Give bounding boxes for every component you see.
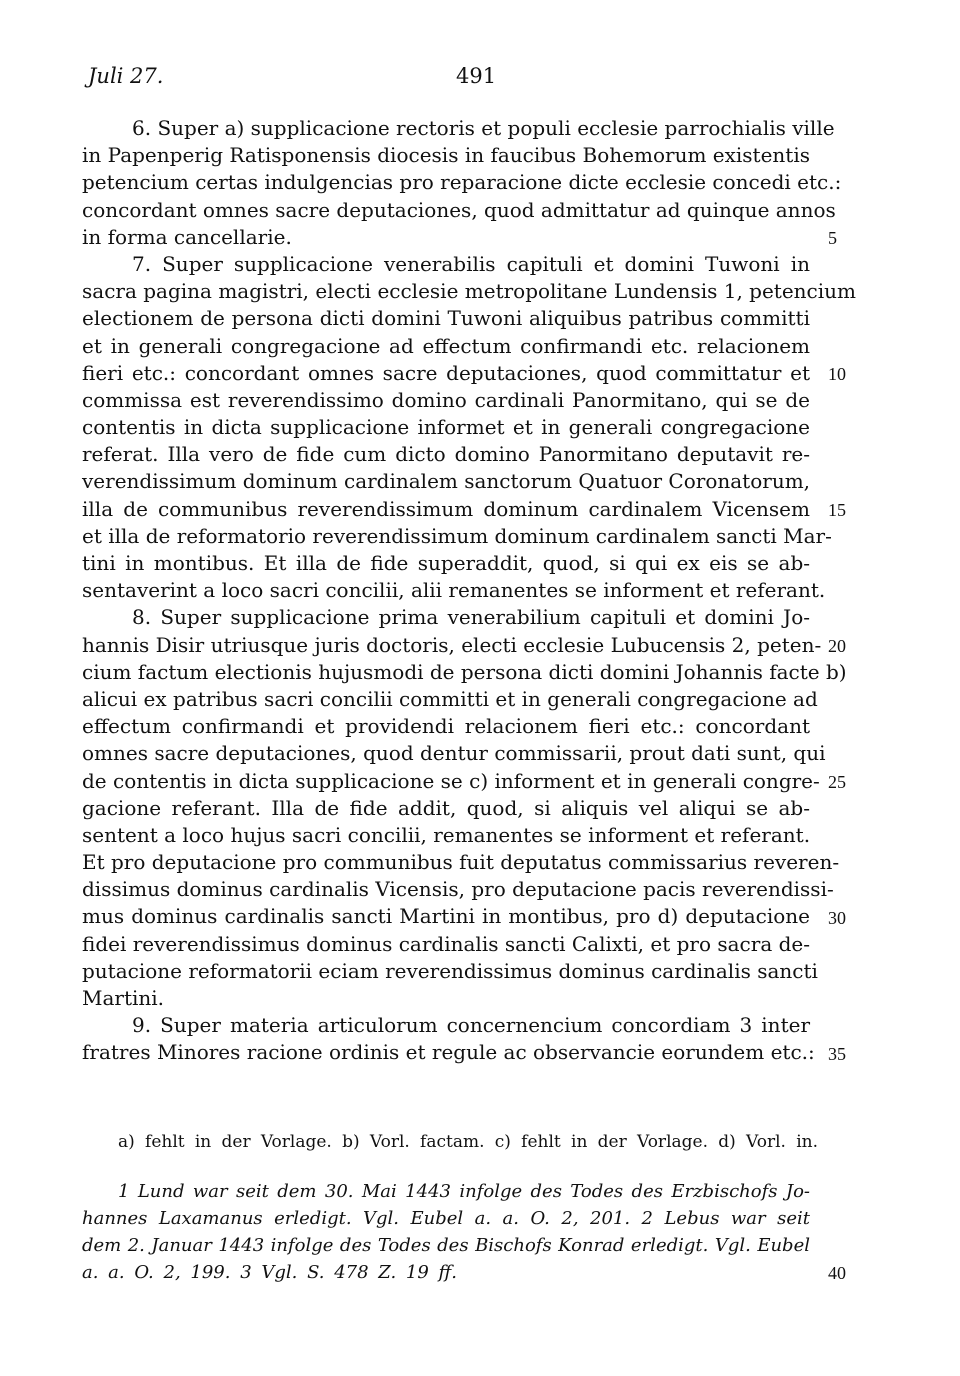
margin-line-number: 10 xyxy=(828,363,846,384)
text-line: effectum confirmandi et providendi relacionem fieri etc.: concordant xyxy=(82,714,810,739)
text-line: contentis in dicta supplicacione informet et in generali congregacione xyxy=(82,415,810,440)
text-line: fratres Minores racione ordinis et regule ac observancie eorundem etc.: xyxy=(82,1040,815,1065)
text-line: dissimus dominus cardinalis Vicensis, pro deputacione pacis reverendissi- xyxy=(82,877,834,902)
margin-line-number: 30 xyxy=(828,907,846,928)
text-line: 9. Super materia articulorum concernencium concordiam 3 inter xyxy=(132,1013,810,1038)
text-line: gacione referant. Illa de fide addit, quod, si aliquis vel aliqui se ab- xyxy=(82,795,810,820)
text-line: cium factum electionis hujusmodi de persona dicti domini Johannis facte b) xyxy=(82,659,847,684)
text-line: in Papenperig Ratisponensis diocesis in faucibus Bohemorum existentis xyxy=(82,143,811,168)
text-line: tini in montibus. Et illa de fide superaddit, quod, si qui ex eis se ab- xyxy=(82,551,810,575)
text-line: putacione reformatorii eciam reverendissimus dominus cardinalis sancti xyxy=(82,958,818,983)
text-line: sacra pagina magistri, electi ecclesie metropolitane Lundensis 1, petencium xyxy=(82,279,856,304)
margin-line-number: 15 xyxy=(828,499,846,520)
footnote-line: 1 Lund war seit dem 30. Mai 1443 infolge des Todes des Erzbischofs Jo- xyxy=(118,1181,810,1202)
text-line: sentent a loco hujus sacri concilii, remanentes se informent et referant. xyxy=(82,822,811,847)
margin-line-number: 25 xyxy=(828,771,846,792)
text-line: 8. Super supplicacione prima venerabilium capituli et domini Jo- xyxy=(132,605,810,630)
page-header xyxy=(88,64,828,94)
text-line: illa de communibus reverendissimum dominum cardinalem Vicensem xyxy=(82,496,810,521)
text-line: in forma cancellarie. xyxy=(82,224,292,249)
running-head: Juli 27. xyxy=(88,64,164,88)
text-line: 6. Super a) supplicacione rectoris et populi ecclesie parrochialis ville xyxy=(132,116,835,140)
text-line: et illa de reformatorio reverendissimum dominum cardinalem sancti Mar- xyxy=(82,523,832,548)
text-line: de contentis in dicta supplicacione se c) informent et in generali congre- xyxy=(82,768,820,793)
text-line: verendissimum dominum cardinalem sanctorum Quatuor Coronatorum, xyxy=(82,469,811,494)
text-line: concordant omnes sacre deputaciones, quod admittatur ad quinque annos xyxy=(82,197,836,222)
text-line: fieri etc.: concordant omnes sacre deputaciones, quod committatur et xyxy=(82,360,810,385)
footnotes xyxy=(82,1178,810,1286)
text-line: Et pro deputacione pro communibus fuit deputatus commissarius reveren- xyxy=(82,850,840,875)
margin-line-number: 40 xyxy=(828,1263,846,1283)
margin-line-number: 5 xyxy=(828,227,837,248)
footnote-line: a. a. O. 2, 199. 3 Vgl. S. 478 Z. 19 ff. xyxy=(82,1262,458,1283)
text-line: fidei reverendissimus dominus cardinalis sancti Calixti, et pro sacra de- xyxy=(82,931,810,956)
text-line: Martini. xyxy=(82,986,165,1010)
text-line: petencium certas indulgencias pro reparacione dicte ecclesie concedi etc.: xyxy=(82,170,842,195)
text-line: sentaverint a loco sacri concilii, alii remanentes se informent et referant. xyxy=(82,578,826,603)
text-line: electionem de persona dicti domini Tuwoni aliquibus patribus committi xyxy=(82,306,810,331)
text-line: hannis Disir utriusque juris doctoris, electi ecclesie Lubucensis 2, peten- xyxy=(82,632,822,657)
text-line: et in generali congregacione ad effectum confirmandi etc. relacionem xyxy=(82,333,810,358)
text-line: mus dominus cardinalis sancti Martini in montibus, pro d) deputacione xyxy=(82,904,810,929)
margin-line-number: 35 xyxy=(828,1043,846,1064)
page-number: 491 xyxy=(456,64,497,88)
footnote-line: dem 2. Januar 1443 infolge des Todes des Bischofs Konrad erledigt. Vgl. Eubel xyxy=(82,1235,810,1256)
text-line: 7. Super supplicacione venerabilis capituli et domini Tuwoni in xyxy=(132,251,810,276)
text-line: referat. Illa vero de fide cum dicto domino Panormitano deputavit re- xyxy=(82,442,810,467)
text-line: alicui ex patribus sacri concilii committi et in generali congregacione ad xyxy=(82,686,818,711)
margin-line-number: 20 xyxy=(828,635,846,656)
text-line: commissa est reverendissimo domino cardinali Panormitano, qui se de xyxy=(82,387,810,412)
critical-apparatus: a) fehlt in der Vorlage. b) Vorl. factam. c) fehlt in der Vorlage. d) Vorl. in. xyxy=(118,1132,818,1152)
footnote-line: hannes Laxamanus erledigt. Vgl. Eubel a. a. O. 2, 201. 2 Lebus war seit xyxy=(82,1208,810,1229)
text-line: omnes sacre deputaciones, quod dentur commissarii, prout dati sunt, qui xyxy=(82,741,826,766)
